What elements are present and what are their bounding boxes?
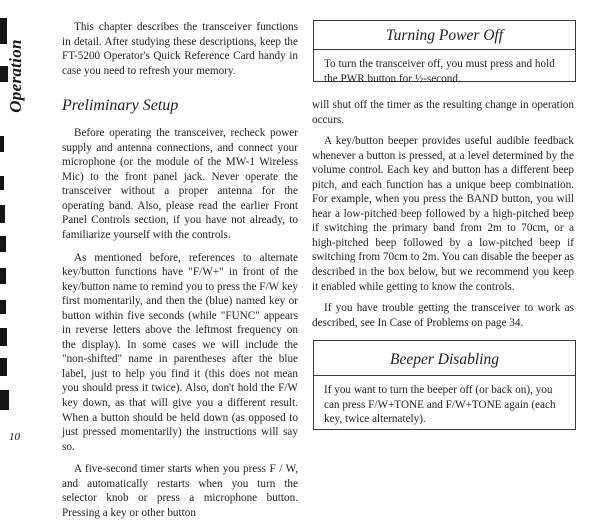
body-paragraph: A five-second timer starts when you press F / W, and automatically restarts when you turn the selector knob or press a microphone button. Pressing a key or other button: [62, 463, 298, 519]
edge-mark: [0, 236, 6, 252]
edge-mark: [0, 358, 7, 376]
edge-mark: [0, 136, 4, 152]
body-paragraph: will shut off the timer as the resulting change in operation occurs.: [312, 99, 574, 126]
body-paragraph: Before operating the transceiver, recheck power supply and antenna connections, and connect your microphone (or the module of the MW-1 Wireless Mic) to the front panel jack. Never operate the transceiver without a proper antenna for the operating band. Also, please read the earlier Front Panel Controls section, if you have not already, to familiarize yourself with the controls.: [62, 127, 298, 242]
box-body: To turn the transceiver off, you must press and hold the PWR button for ½-second.: [324, 58, 555, 85]
body-paragraph: If you have trouble getting the transceiver to work as described, see In Case of Problems on page 34.: [312, 302, 574, 329]
intro-paragraph: This chapter describes the transceiver functions in detail. After studying these descriptions, keep the FT-5200 Operator's Quick Reference Card handy in case you need to refresh your memory.: [62, 21, 298, 77]
edge-mark: [0, 300, 6, 314]
body-paragraph: A key/button beeper provides useful audible feedback whenever a button is pressed, at a level determined by the volume control. Each key and button has a different beep pitch, and each function has a unique beep combination. For example, when you press the BAND button, you will hear a low-pitched beep followed by a high-pitched beep if switching the primary band from 2m to 70cm, or a high-pitched beep followed by a low-pitched beep if switching from 70cm to 2m. You can disable the beeper as described in the box below, but we recommend you keep it enabled while getting to know the controls.: [312, 135, 574, 293]
body-paragraph: As mentioned before, references to alternate key/button functions have "F/W+" in front of the key/button name to remind you to press the F/W key first momentarily, and then the (blue) named key or button within five seconds (while "FUNC" appears in reverse letters above the leftmost frequency on the display). In some cases we will include the "non-shifted" name in parentheses after the blue label, just to help you find it (this does not mean you should press it twice). Also, don't hold the F/W key down, as that will give you a different result. When a button should be held down (as opposed to just pressed momentarily) the instructions will say so.: [62, 251, 298, 453]
box-body: If you want to turn the beeper off (or back on), you can press F/W+TONE and F/W+TONE again (each key, twice alternately).: [324, 384, 556, 426]
left-column: [62, 20, 298, 520]
box-title: Beeper Disabling: [314, 341, 575, 376]
edge-mark: [0, 268, 6, 284]
edge-mark: [0, 390, 9, 410]
section-side-tab: [6, 32, 26, 120]
beeper-disabling-box: [313, 340, 576, 430]
edge-mark: [0, 328, 7, 346]
box-title: Turning Power Off: [314, 21, 575, 50]
right-column: [312, 98, 574, 330]
page-number: 10: [9, 431, 20, 443]
section-heading-preliminary-setup: Preliminary Setup: [62, 97, 179, 115]
edge-mark: [0, 205, 5, 223]
section-side-tab-label: Operation: [6, 39, 26, 113]
edge-mark: [0, 176, 4, 190]
turning-power-off-box: [313, 20, 576, 85]
